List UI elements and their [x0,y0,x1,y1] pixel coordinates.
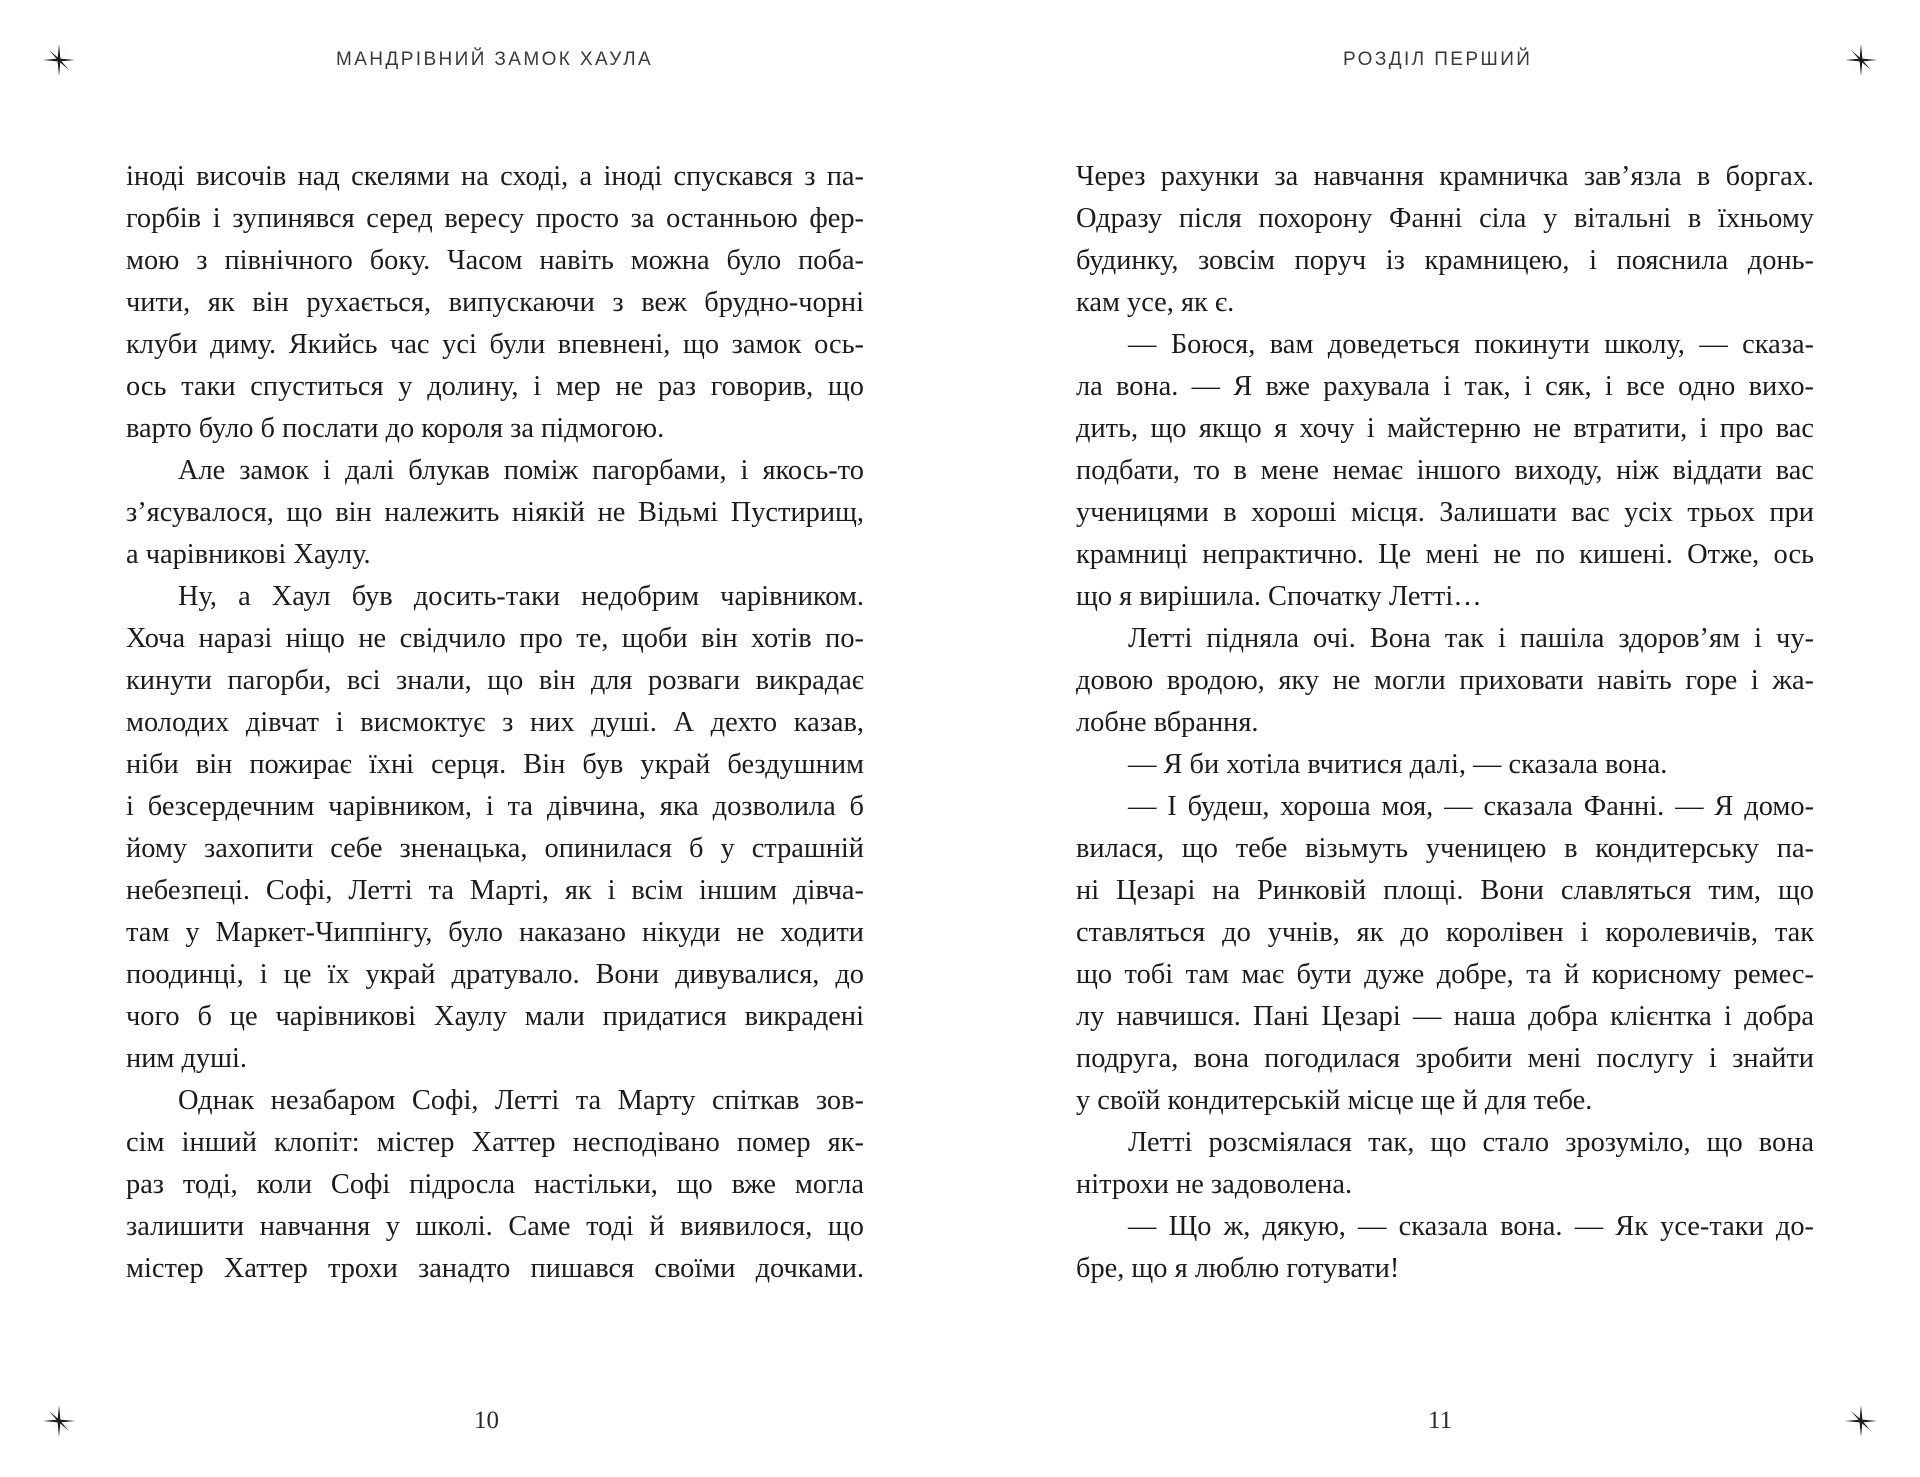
page-number: 11 [1428,1407,1453,1434]
text-line: — Що ж, дякую, — сказала вона. — Як усе-таки до- [1128,1211,1814,1242]
text-line: чити, як він рухається, випускаючи з веж брудно-чорні [126,287,864,318]
text-line: Хоча наразі ніщо не свідчило про те, щоби він хотів по- [126,623,864,654]
text-line: небезпеці. Софі, Летті та Марті, як і всім іншим дівча- [126,875,864,906]
text-line: Одразу після похорону Фанні сіла у вітальні в їхньому [1076,203,1814,234]
text-line: нітрохи не задоволена. [1076,1169,1353,1200]
text-line: ось таки спуститься у долину, і мер не раз говорив, що [126,371,864,402]
text-line: а чарівникові Хаулу. [126,539,371,570]
text-line: лу навчишся. Пані Цезарі — наша добра клієнтка і добра [1076,1001,1814,1032]
text-line: — Боюся, вам доведеться покинути школу, — сказа- [1128,329,1814,360]
text-line: будинку, зовсім поруч із крамницею, і пояснила донь- [1076,245,1814,276]
text-line: там у Маркет-Чиппінгу, було наказано нікуди не ходити [126,917,864,948]
text-line: ставляться до учнів, як до королівен і королевичів, так [1076,917,1814,948]
page-number: 10 [474,1407,499,1434]
running-head: МАНДРІВНИЙ ЗАМОК ХАУЛА [336,49,654,70]
star-ornament-icon [1844,43,1878,77]
text-line: Але замок і далі блукав поміж пагорбами, і якось-то [178,455,864,486]
body-text [1076,156,1814,1290]
text-line: клуби диму. Якийсь час усі були впевнені, що замок ось- [126,329,864,360]
running-head: РОЗДІЛ ПЕРШИЙ [1343,49,1533,70]
text-line: мою з північного боку. Часом навіть можна було поба- [126,245,864,276]
text-line: довою вродою, яку не могли приховати навіть горе і жа- [1076,665,1814,696]
text-line: вилася, що тебе візьмуть ученицею в кондитерську па- [1076,833,1814,864]
text-line: бре, що я люблю готувати! [1076,1253,1400,1284]
text-line: подруга, вона погодилася зробити мені послугу і знайти [1076,1043,1814,1074]
text-line: ученицями в хороші місця. Залишати вас усіх трьох при [1076,497,1814,528]
text-line: молодих дівчат і висмоктує з них душі. А дехто казав, [126,707,864,738]
text-line: Через рахунки за навчання крамничка зав’язла в боргах. [1076,161,1814,192]
text-line: і безсердечним чарівником, і та дівчина, яка дозволила б [126,791,864,822]
text-line: крамниці непрактично. Це мені не по кишені. Отже, ось [1076,539,1814,570]
text-line: поодинці, і це їх украй дратувало. Вони дивувалися, до [126,959,864,990]
text-line: містер Хаттер трохи занадто пишався своїми дочками. [126,1253,864,1284]
text-line: дить, що якщо я хочу і майстерню не втратити, і про вас [1076,413,1814,444]
text-line: що я вирішила. Спочатку Летті… [1076,581,1482,612]
text-line: ніби він пожирає їхні серця. Він був украй бездушним [126,749,864,780]
right-page [960,0,1920,1477]
text-line: чого б це чарівникові Хаулу мали придатися викрадені [126,1001,864,1032]
text-line: подбати, то в мене немає іншого виходу, ніж віддати вас [1076,455,1814,486]
text-line: Летті підняла очі. Вона так і пашіла здоров’ям і чу- [1128,623,1814,654]
star-ornament-icon [42,43,76,77]
text-line: раз тоді, коли Софі підросла настільки, що вже могла [126,1169,864,1200]
text-line: йому захопити себе зненацька, опинилася б у страшній [126,833,864,864]
text-line: з’ясувалося, що він належить ніякій не Відьмі Пустирищ, [126,497,864,528]
text-line: Ну, а Хаул був досить-таки недобрим чарівником. [178,581,864,612]
text-line: сім інший клопіт: містер Хаттер несподівано помер як- [126,1127,864,1158]
text-line: Однак незабаром Софі, Летті та Марту спіткав зов- [178,1085,864,1116]
text-line: у своїй кондитерській місце ще й для тебе. [1076,1085,1593,1116]
text-line: іноді височів над скелями на сході, а іноді спускався з па- [126,161,864,192]
text-line: варто було б послати до короля за підмогою. [126,413,665,444]
text-line: — Я би хотіла вчитися далі, — сказала вона. [1128,749,1668,780]
text-line: кам усе, як є. [1076,287,1235,318]
text-line: лобне вбрання. [1076,707,1259,738]
star-ornament-icon [42,1404,76,1438]
text-line: горбів і зупинявся серед вересу просто за останньою фер- [126,203,864,234]
text-line: ла вона. — Я вже рахувала і так, і сяк, і все одно вихо- [1076,371,1814,402]
text-line: ним душі. [126,1043,247,1074]
text-line: що тобі там має бути дуже добре, та й корисному ремес- [1076,959,1814,990]
text-line: кинути пагорби, всі знали, що він для розваги викрадає [126,665,864,696]
text-line: залишити навчання у школі. Саме тоді й виявилося, що [126,1211,864,1242]
text-line: Летті розсміялася так, що стало зрозуміло, що вона [1128,1127,1814,1158]
body-text [126,156,864,1290]
star-ornament-icon [1844,1404,1878,1438]
text-line: ні Цезарі на Ринковій площі. Вони славляться тим, що [1076,875,1814,906]
text-line: — І будеш, хороша моя, — сказала Фанні. — Я домо- [1128,791,1814,822]
